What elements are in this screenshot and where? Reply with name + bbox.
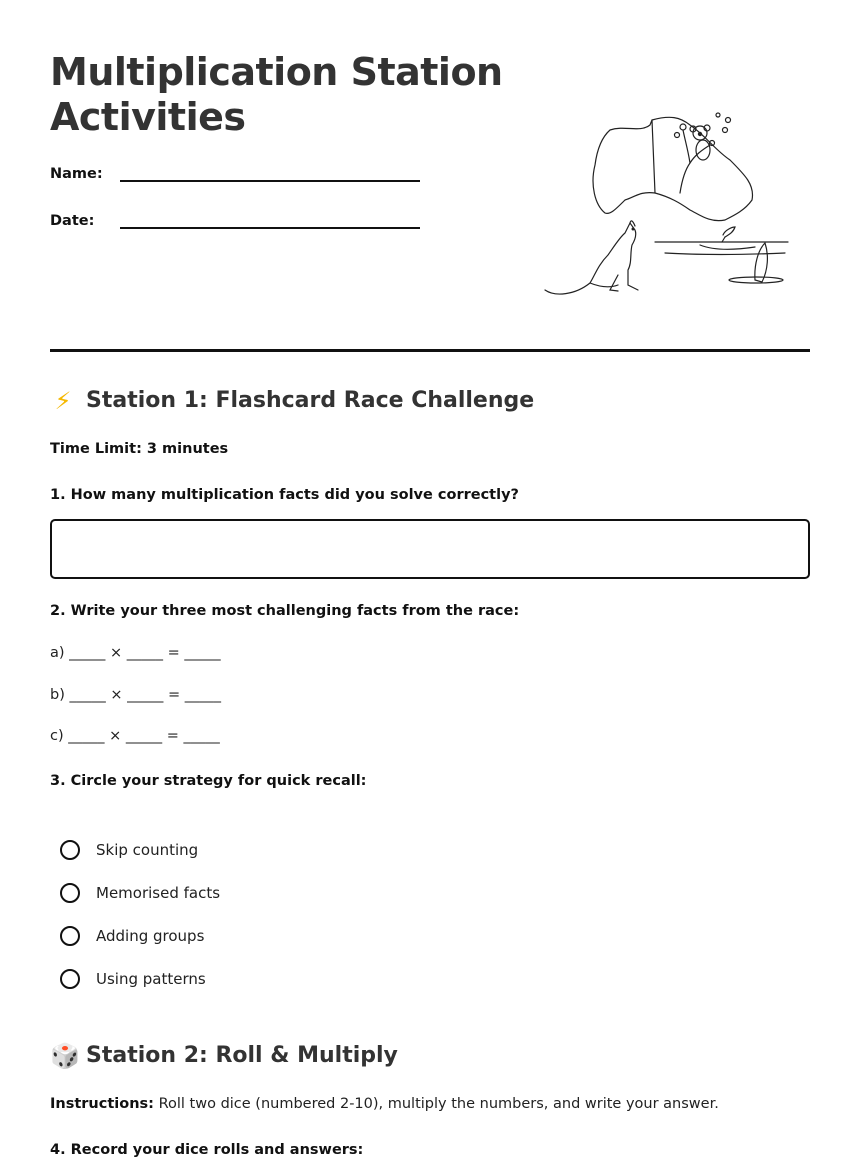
station1-heading <box>50 388 534 413</box>
station1-title: Station 1: Flashcard Race Challenge <box>86 388 535 413</box>
fact-row-b[interactable]: b) _____ × _____ = _____ <box>50 687 221 703</box>
date-label: Date: <box>50 213 95 229</box>
radio-circle[interactable] <box>60 883 80 903</box>
date-field[interactable] <box>50 213 420 237</box>
page-title: Multiplication Station Activities <box>50 50 503 139</box>
station2-title: Station 2: Roll & Multiply <box>86 1043 398 1068</box>
option-label: Using patterns <box>96 970 206 988</box>
radio-circle[interactable] <box>60 969 80 989</box>
option-label: Adding groups <box>96 927 205 945</box>
station2-instructions <box>50 1096 719 1112</box>
name-label: Name: <box>50 166 103 182</box>
australia-illustration <box>540 105 800 305</box>
name-field[interactable] <box>50 166 420 190</box>
date-input-line[interactable] <box>120 227 420 229</box>
radio-circle[interactable] <box>60 840 80 860</box>
question-1-label: 1. How many multiplication facts did you solve correctly? <box>50 487 519 503</box>
radio-circle[interactable] <box>60 926 80 946</box>
instructions-text: Roll two dice (numbered 2-10), multiply the numbers, and write your answer. <box>153 1096 719 1112</box>
instructions-label: Instructions: <box>50 1096 154 1112</box>
option-label: Memorised facts <box>96 884 221 902</box>
strategy-option-adding-groups[interactable] <box>60 926 204 946</box>
strategy-option-skip-counting[interactable] <box>60 840 198 860</box>
lightning-icon: ⚡ <box>54 386 72 415</box>
fact-row-c[interactable]: c) _____ × _____ = _____ <box>50 728 220 744</box>
question-1-answer-box[interactable] <box>50 519 810 579</box>
strategy-option-memorised-facts[interactable] <box>60 883 220 903</box>
dice-icon: 🎲 <box>50 1041 80 1070</box>
station2-heading <box>50 1043 398 1068</box>
question-3-label: 3. Circle your strategy for quick recall: <box>50 773 367 789</box>
fact-row-a[interactable]: a) _____ × _____ = _____ <box>50 645 221 661</box>
header-divider <box>50 349 810 352</box>
question-4-label: 4. Record your dice rolls and answers: <box>50 1142 364 1158</box>
strategy-option-using-patterns[interactable] <box>60 969 206 989</box>
option-label: Skip counting <box>96 841 199 859</box>
time-limit: Time Limit: 3 minutes <box>50 441 229 457</box>
name-input-line[interactable] <box>120 180 420 182</box>
question-2-label: 2. Write your three most challenging facts from the race: <box>50 603 520 619</box>
